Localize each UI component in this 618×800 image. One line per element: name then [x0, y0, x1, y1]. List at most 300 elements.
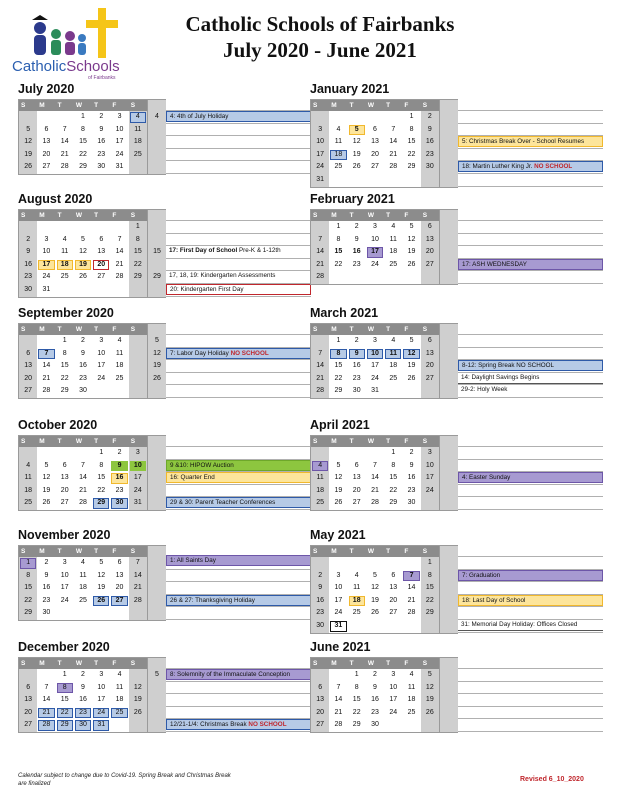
- day-number: 7: [391, 125, 396, 133]
- day-cell: [348, 682, 366, 695]
- day-cell: [37, 373, 55, 386]
- day-number: 23: [425, 150, 434, 158]
- day-number: 2: [81, 671, 85, 678]
- day-number: 11: [115, 683, 124, 691]
- weekday-label: T: [57, 660, 62, 667]
- day-cell: [74, 149, 92, 162]
- day-cell: [402, 607, 420, 620]
- day-number: 26: [97, 596, 106, 604]
- event-note: [458, 161, 603, 172]
- day-number: 17: [97, 696, 106, 704]
- day-number: 16: [316, 596, 325, 604]
- day-number: 19: [79, 260, 87, 268]
- weekday-label: T: [386, 548, 391, 555]
- day-cell: [366, 669, 384, 682]
- day-number: 24: [60, 596, 69, 604]
- day-cell: [402, 271, 420, 284]
- day-cell: [92, 221, 110, 234]
- week-row: [19, 348, 147, 361]
- day-number: 1: [391, 449, 396, 456]
- day-cell: [19, 284, 37, 297]
- weekday-label: M: [39, 102, 45, 109]
- weekday-label: S: [21, 548, 26, 555]
- event-note: [166, 719, 311, 730]
- day-cell: [129, 707, 147, 720]
- day-cell: [110, 259, 128, 272]
- day-cell: [421, 221, 439, 234]
- row-divider: [458, 334, 603, 335]
- day-cell: [311, 694, 329, 707]
- row-divider: [166, 446, 311, 447]
- day-cell: [366, 136, 384, 149]
- day-cell: [74, 348, 92, 361]
- row-divider: [166, 334, 311, 335]
- month-grid: [310, 99, 440, 188]
- day-cell: [348, 669, 366, 682]
- day-number: 29: [24, 609, 33, 617]
- day-number: 5: [336, 461, 341, 469]
- day-number: 6: [318, 683, 323, 691]
- day-cell: [348, 694, 366, 707]
- day-cell: [384, 348, 402, 361]
- day-cell: [110, 607, 128, 620]
- day-number: 27: [24, 721, 33, 729]
- weekday-label: T: [94, 326, 99, 333]
- day-number: 14: [316, 248, 325, 256]
- day-cell: [19, 707, 37, 720]
- row-divider: [458, 110, 603, 111]
- week-row: [311, 694, 439, 707]
- row-divider: [166, 731, 311, 732]
- day-number: 4: [117, 337, 122, 344]
- day-cell: [37, 694, 55, 707]
- day-cell: [74, 557, 92, 570]
- day-cell: [402, 348, 420, 361]
- day-number: 5: [409, 223, 414, 230]
- week-row: [311, 485, 439, 498]
- day-cell: [366, 707, 384, 720]
- day-number: 18: [407, 696, 416, 704]
- day-cell: [421, 271, 439, 284]
- side-number: 5: [155, 337, 159, 344]
- day-cell: [366, 557, 384, 570]
- week-row: [19, 161, 147, 174]
- day-number: 21: [389, 150, 398, 158]
- day-number: 19: [24, 150, 33, 158]
- day-cell: [348, 161, 366, 174]
- weekday-label: F: [112, 326, 117, 333]
- day-number: 22: [133, 260, 142, 268]
- day-cell: [348, 111, 366, 124]
- weekday-label: T: [57, 212, 62, 219]
- day-cell: [311, 259, 329, 272]
- weekday-label: T: [386, 326, 391, 333]
- day-cell: [129, 335, 147, 348]
- day-number: 3: [373, 223, 377, 230]
- row-divider: [458, 693, 603, 694]
- day-number: 18: [133, 138, 142, 146]
- day-number: 24: [425, 486, 434, 494]
- day-number: 7: [44, 349, 49, 357]
- day-cell: [37, 570, 55, 583]
- day-number: 30: [24, 285, 33, 293]
- day-number: 15: [334, 362, 343, 370]
- day-number: 9: [81, 683, 85, 691]
- month-grid: [310, 545, 440, 634]
- event-text: 12/21-1/4: Christmas Break: [170, 721, 249, 729]
- day-cell: [421, 460, 439, 473]
- day-cell: [129, 682, 147, 695]
- day-number: 2: [44, 559, 49, 566]
- week-row: [19, 373, 147, 386]
- day-cell: [19, 221, 37, 234]
- day-number: 21: [79, 486, 87, 494]
- event-text: 29 & 30: Parent Teacher Conferences: [170, 499, 276, 507]
- page-subtitle: July 2020 - June 2021: [223, 38, 417, 62]
- day-cell: [384, 595, 402, 608]
- day-number: 31: [334, 621, 343, 629]
- day-number: 30: [371, 721, 379, 729]
- day-cell: [74, 694, 92, 707]
- day-number: 25: [115, 708, 124, 716]
- day-cell: [37, 557, 55, 570]
- day-cell: [311, 557, 329, 570]
- day-number: 31: [133, 499, 142, 507]
- day-number: 29: [79, 163, 87, 171]
- day-cell: [19, 460, 37, 473]
- event-text: 14: Daylight Savings Begins: [461, 373, 540, 381]
- day-cell: [19, 682, 37, 695]
- day-cell: [402, 335, 420, 348]
- weekday-label: F: [404, 212, 409, 219]
- day-cell: [402, 707, 420, 720]
- day-number: 23: [79, 374, 87, 382]
- event-text: 8-12: Spring Break NO SCHOOL: [462, 362, 555, 370]
- month-grid: [18, 545, 148, 621]
- day-number: 24: [97, 708, 106, 716]
- no-school-label: NO SCHOOL: [230, 349, 269, 357]
- day-number: 8: [26, 571, 31, 579]
- day-cell: [129, 161, 147, 174]
- day-cell: [348, 607, 366, 620]
- day-cell: [311, 620, 329, 633]
- day-cell: [329, 472, 347, 485]
- day-cell: [37, 607, 55, 620]
- weekday-header: [19, 546, 147, 557]
- month-grid: [18, 99, 148, 175]
- day-number: 30: [42, 609, 51, 617]
- day-number: 2: [99, 113, 104, 120]
- day-number: 20: [425, 362, 434, 370]
- event-text: 29-2: Holy Week: [461, 386, 508, 394]
- day-cell: [421, 707, 439, 720]
- day-cell: [402, 497, 420, 510]
- day-number: 6: [99, 235, 104, 243]
- weekday-label: S: [422, 660, 428, 667]
- week-row: [19, 335, 147, 348]
- row-divider: [166, 509, 311, 510]
- day-number: 2: [81, 337, 85, 344]
- day-cell: [74, 111, 92, 124]
- week-row: [19, 570, 147, 583]
- day-number: 5: [99, 559, 104, 566]
- weekday-label: S: [313, 660, 318, 667]
- day-cell: [110, 246, 128, 259]
- day-number: 15: [425, 584, 434, 592]
- day-cell: [74, 335, 92, 348]
- day-cell: [110, 385, 128, 398]
- weekday-label: W: [367, 548, 374, 555]
- day-number: 5: [354, 125, 359, 133]
- day-cell: [421, 124, 439, 137]
- day-number: 28: [334, 721, 343, 729]
- side-number: 12: [153, 349, 161, 357]
- month-grid: [18, 323, 148, 399]
- day-number: 6: [26, 349, 31, 357]
- weekday-label: W: [367, 102, 374, 109]
- day-number: 23: [352, 374, 361, 382]
- weekday-label: T: [57, 438, 62, 445]
- day-number: 25: [115, 374, 124, 382]
- day-number: 8: [62, 683, 67, 691]
- day-cell: [329, 271, 347, 284]
- week-row: [311, 259, 439, 272]
- day-cell: [110, 149, 128, 162]
- day-cell: [384, 719, 402, 732]
- event-note: [458, 472, 603, 483]
- day-number: 8: [135, 235, 140, 243]
- day-cell: [37, 472, 55, 485]
- day-number: 21: [42, 708, 51, 716]
- weekday-label: S: [21, 660, 26, 667]
- day-number: 23: [42, 596, 51, 604]
- day-number: 2: [409, 449, 414, 456]
- day-number: 19: [371, 596, 379, 604]
- day-cell: [92, 607, 110, 620]
- day-cell: [402, 234, 420, 247]
- day-cell: [129, 246, 147, 259]
- day-number: 16: [79, 696, 87, 704]
- row-divider: [458, 606, 603, 607]
- day-cell: [311, 607, 329, 620]
- week-row: [311, 582, 439, 595]
- week-row: [311, 161, 439, 174]
- day-cell: [129, 259, 147, 272]
- side-column: [148, 323, 166, 399]
- event-note: [166, 595, 311, 606]
- day-number: 10: [425, 461, 434, 469]
- day-cell: [56, 221, 74, 234]
- day-cell: [402, 669, 420, 682]
- day-number: 3: [99, 337, 104, 344]
- day-number: 3: [336, 571, 341, 579]
- day-cell: [384, 707, 402, 720]
- day-cell: [311, 124, 329, 137]
- day-cell: [311, 472, 329, 485]
- day-number: 23: [24, 273, 33, 281]
- day-number: 3: [427, 449, 432, 456]
- side-number: 26: [153, 374, 161, 382]
- day-cell: [74, 719, 92, 732]
- day-cell: [402, 259, 420, 272]
- day-number: 10: [42, 248, 51, 256]
- day-cell: [92, 570, 110, 583]
- day-cell: [74, 234, 92, 247]
- day-cell: [366, 595, 384, 608]
- day-cell: [74, 570, 92, 583]
- weekday-label: W: [75, 438, 82, 445]
- week-row: [19, 682, 147, 695]
- day-cell: [74, 497, 92, 510]
- day-number: 29: [97, 499, 106, 507]
- day-number: 26: [371, 609, 379, 617]
- side-column: [440, 209, 458, 285]
- week-row: [311, 607, 439, 620]
- day-number: 23: [407, 486, 416, 494]
- event-note: [458, 259, 603, 270]
- day-number: 24: [371, 374, 379, 382]
- day-number: 8: [336, 349, 341, 357]
- weekday-label: T: [349, 102, 354, 109]
- day-number: 25: [389, 374, 398, 382]
- side-column: [148, 435, 166, 511]
- day-number: 9: [99, 125, 104, 133]
- day-cell: [129, 582, 147, 595]
- day-number: 9: [318, 584, 323, 592]
- weekday-label: S: [130, 212, 136, 219]
- day-cell: [129, 447, 147, 460]
- day-cell: [348, 234, 366, 247]
- day-number: 24: [115, 150, 124, 158]
- day-number: 1: [99, 449, 104, 456]
- week-row: [311, 447, 439, 460]
- day-number: 25: [24, 499, 33, 507]
- day-cell: [37, 111, 55, 124]
- day-cell: [366, 161, 384, 174]
- day-cell: [348, 582, 366, 595]
- day-number: 7: [81, 461, 85, 469]
- day-cell: [421, 259, 439, 272]
- day-number: 19: [42, 486, 51, 494]
- day-cell: [56, 570, 74, 583]
- day-cell: [110, 460, 128, 473]
- day-cell: [92, 385, 110, 398]
- day-cell: [110, 284, 128, 297]
- day-cell: [384, 246, 402, 259]
- day-cell: [384, 221, 402, 234]
- day-cell: [74, 682, 92, 695]
- no-school-label: NO SCHOOL: [534, 163, 573, 171]
- day-number: 15: [60, 362, 69, 370]
- day-cell: [37, 485, 55, 498]
- weekday-label: S: [21, 102, 26, 109]
- weekday-label: M: [39, 438, 45, 445]
- day-cell: [92, 335, 110, 348]
- event-note: [166, 669, 311, 680]
- revised-date: Revised 6_10_2020: [520, 776, 584, 783]
- side-number: 15: [153, 248, 161, 256]
- day-cell: [110, 719, 128, 732]
- day-number: 8: [427, 571, 432, 579]
- day-cell: [19, 149, 37, 162]
- day-number: 21: [334, 708, 343, 716]
- day-number: 6: [427, 223, 432, 230]
- day-number: 14: [316, 362, 325, 370]
- day-cell: [311, 385, 329, 398]
- day-cell: [92, 234, 110, 247]
- row-divider: [458, 632, 603, 633]
- day-cell: [110, 348, 128, 361]
- day-cell: [311, 497, 329, 510]
- weekday-header: [311, 658, 439, 669]
- day-number: 30: [407, 499, 416, 507]
- row-divider: [458, 123, 603, 124]
- day-number: 23: [97, 150, 106, 158]
- day-number: 7: [318, 235, 323, 243]
- day-cell: [74, 607, 92, 620]
- weekday-label: F: [112, 212, 117, 219]
- day-cell: [348, 174, 366, 187]
- day-cell: [110, 595, 128, 608]
- day-cell: [421, 582, 439, 595]
- logo-figures-and-cross-icon: [10, 6, 130, 66]
- day-cell: [56, 246, 74, 259]
- day-number: 23: [79, 708, 87, 716]
- day-number: 16: [425, 138, 434, 146]
- day-cell: [74, 447, 92, 460]
- day-cell: [311, 174, 329, 187]
- day-cell: [384, 111, 402, 124]
- day-number: 20: [371, 150, 379, 158]
- day-cell: [110, 136, 128, 149]
- weekday-label: S: [21, 212, 26, 219]
- day-cell: [421, 719, 439, 732]
- week-row: [311, 234, 439, 247]
- day-number: 13: [115, 571, 124, 579]
- week-row: [19, 124, 147, 137]
- week-row: [311, 124, 439, 137]
- day-number: 12: [334, 474, 343, 482]
- side-column: [440, 657, 458, 733]
- day-cell: [74, 460, 92, 473]
- day-cell: [348, 620, 366, 633]
- school-logo: [10, 6, 130, 81]
- weekday-label: M: [39, 326, 45, 333]
- day-number: 24: [97, 374, 106, 382]
- day-cell: [421, 595, 439, 608]
- day-number: 10: [371, 235, 379, 243]
- day-number: 15: [407, 138, 416, 146]
- day-number: 28: [42, 721, 51, 729]
- day-cell: [74, 385, 92, 398]
- day-cell: [74, 360, 92, 373]
- week-row: [19, 271, 147, 284]
- day-cell: [37, 161, 55, 174]
- day-number: 31: [316, 175, 325, 183]
- day-cell: [384, 149, 402, 162]
- day-number: 22: [425, 596, 434, 604]
- day-cell: [92, 271, 110, 284]
- day-number: 11: [79, 571, 87, 579]
- day-cell: [56, 485, 74, 498]
- day-number: 17: [389, 696, 398, 704]
- day-number: 23: [115, 486, 124, 494]
- day-cell: [74, 472, 92, 485]
- row-divider: [458, 496, 603, 497]
- day-cell: [384, 373, 402, 386]
- day-cell: [329, 607, 347, 620]
- day-number: 27: [97, 273, 106, 281]
